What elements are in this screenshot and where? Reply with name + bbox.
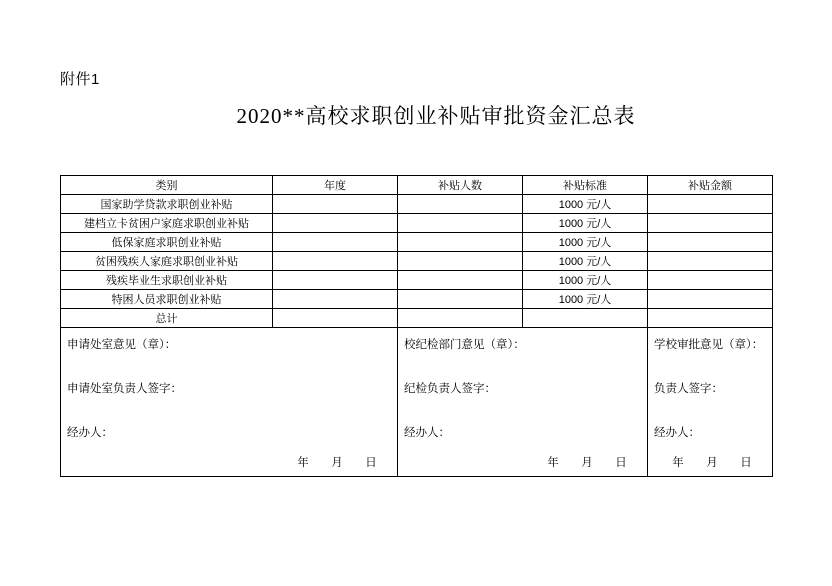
subsidy-summary-table xyxy=(60,175,773,477)
date-year-label: 年 xyxy=(672,457,686,469)
date-month-label: 月 xyxy=(581,457,595,469)
row-amount[interactable] xyxy=(648,233,773,252)
row-year[interactable] xyxy=(273,233,398,252)
row-year[interactable] xyxy=(273,252,398,271)
signature-opinion-label: 申请处室意见（章）： xyxy=(67,339,177,351)
signature-date[interactable] xyxy=(537,454,639,470)
row-amount[interactable] xyxy=(648,271,773,290)
signature-head-label[interactable]: 纪检负责人签字： xyxy=(404,383,496,395)
table-row xyxy=(61,233,773,252)
signature-opinion-label: 学校审批意见（章）： xyxy=(654,339,764,351)
attachment-label: 附件1 xyxy=(60,71,100,88)
date-month-label: 月 xyxy=(706,457,720,469)
table-row xyxy=(61,195,773,214)
row-count[interactable] xyxy=(398,214,523,233)
page-title-text: 2020**高校求职创业补贴审批资金汇总表 xyxy=(236,104,636,128)
signature-date[interactable] xyxy=(662,454,764,470)
row-category: 特困人员求职创业补贴 xyxy=(61,290,273,309)
column-header-count: 补贴人数 xyxy=(398,176,523,195)
row-category: 低保家庭求职创业补贴 xyxy=(61,233,273,252)
row-amount[interactable] xyxy=(648,290,773,309)
column-header-standard: 补贴标准 xyxy=(523,176,648,195)
column-header-amount: 补贴金额 xyxy=(648,176,773,195)
row-count[interactable] xyxy=(398,233,523,252)
signature-date[interactable] xyxy=(287,454,389,470)
signature-head-label[interactable]: 申请处室负责人签字： xyxy=(67,383,182,395)
row-count[interactable] xyxy=(398,252,523,271)
row-count[interactable] xyxy=(398,290,523,309)
signature-block-inspection xyxy=(398,328,648,477)
row-standard: 1000 元/人 xyxy=(523,233,648,252)
signature-clerk-label[interactable]: 经办人： xyxy=(654,427,700,439)
date-day-label: 日 xyxy=(615,457,629,469)
row-amount[interactable] xyxy=(648,214,773,233)
row-standard: 1000 元/人 xyxy=(523,290,648,309)
row-standard: 1000 元/人 xyxy=(523,271,648,290)
column-header-year: 年度 xyxy=(273,176,398,195)
table-row xyxy=(61,252,773,271)
signature-head-label[interactable]: 负责人签字： xyxy=(654,383,723,395)
row-standard: 1000 元/人 xyxy=(523,214,648,233)
signature-clerk-label[interactable]: 经办人： xyxy=(404,427,450,439)
page-title xyxy=(0,100,832,130)
total-label: 总计 xyxy=(61,309,273,328)
row-year[interactable] xyxy=(273,271,398,290)
row-category: 贫困残疾人家庭求职创业补贴 xyxy=(61,252,273,271)
row-year[interactable] xyxy=(273,290,398,309)
signature-row xyxy=(61,328,773,477)
row-year[interactable] xyxy=(273,214,398,233)
total-count[interactable] xyxy=(398,309,523,328)
total-amount[interactable] xyxy=(648,309,773,328)
signature-block-department xyxy=(61,328,398,477)
row-count[interactable] xyxy=(398,195,523,214)
row-amount[interactable] xyxy=(648,252,773,271)
row-year[interactable] xyxy=(273,195,398,214)
table-row xyxy=(61,214,773,233)
date-year-label: 年 xyxy=(297,457,311,469)
date-day-label: 日 xyxy=(740,457,754,469)
table-row xyxy=(61,271,773,290)
row-category: 建档立卡贫困户家庭求职创业补贴 xyxy=(61,214,273,233)
row-amount[interactable] xyxy=(648,195,773,214)
signature-clerk-label[interactable]: 经办人： xyxy=(67,427,113,439)
row-category: 残疾毕业生求职创业补贴 xyxy=(61,271,273,290)
total-year[interactable] xyxy=(273,309,398,328)
date-year-label: 年 xyxy=(547,457,561,469)
table-header-row xyxy=(61,176,773,195)
signature-opinion-label: 校纪检部门意见（章）： xyxy=(404,339,525,351)
date-day-label: 日 xyxy=(365,457,379,469)
row-standard: 1000 元/人 xyxy=(523,195,648,214)
date-month-label: 月 xyxy=(331,457,345,469)
total-standard[interactable] xyxy=(523,309,648,328)
table-total-row xyxy=(61,309,773,328)
row-standard: 1000 元/人 xyxy=(523,252,648,271)
column-header-category: 类别 xyxy=(61,176,273,195)
signature-block-school xyxy=(648,328,773,477)
row-count[interactable] xyxy=(398,271,523,290)
table-row xyxy=(61,290,773,309)
row-category: 国家助学贷款求职创业补贴 xyxy=(61,195,273,214)
